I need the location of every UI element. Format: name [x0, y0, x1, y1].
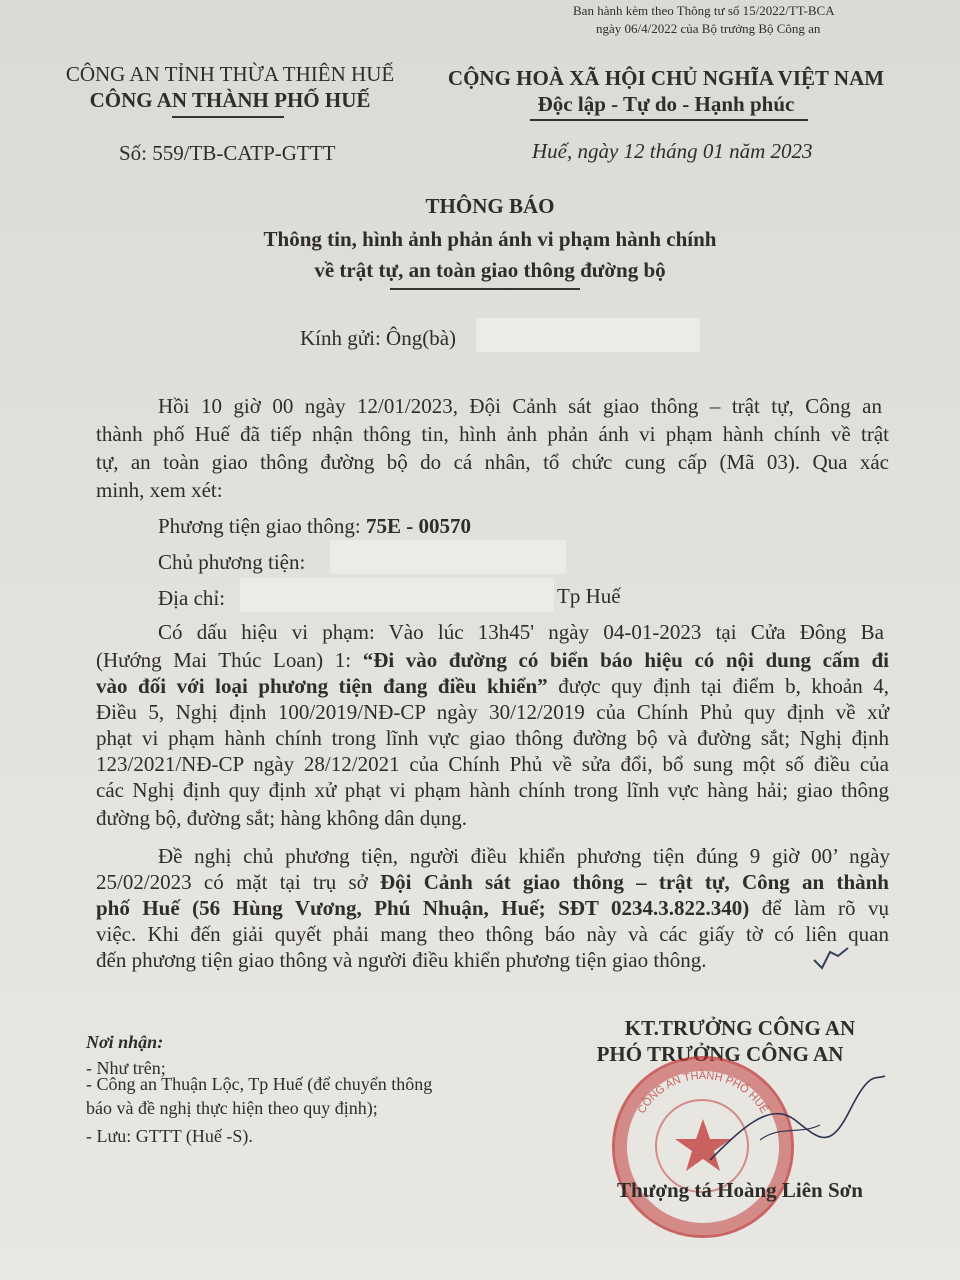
owner-label: Chủ phương tiện: — [158, 550, 306, 574]
recipient-item: báo và đề nghị thực hiện theo quy định); — [86, 1098, 378, 1118]
violation-line1: Có dấu hiệu vi phạm: Vào lúc 13h45' ngày 04-01-2023 tại Cửa Đông Ba — [158, 620, 884, 644]
title-underline — [390, 288, 580, 290]
agency-name: CÔNG AN THÀNH PHỐ HUẾ — [89, 88, 371, 112]
place-date: Huế, ngày 12 tháng 01 năm 2023 — [532, 139, 813, 163]
para1-line4: minh, xem xét: — [96, 478, 223, 502]
violation-line6: 123/2021/NĐ-CP ngày 28/12/2021 của Chính Phủ về sửa đổi, bổ sung một số điều của — [96, 752, 889, 776]
motto-underline — [530, 119, 808, 121]
vehicle-label: Phương tiện giao thông: — [158, 514, 366, 538]
document-number: Số: 559/TB-CATP-GTTT — [119, 141, 336, 165]
request-line3 — [96, 896, 889, 921]
request-line5: đến phương tiện giao thông và người điều khiển phương tiện giao thông. — [96, 948, 707, 972]
signature-title-line2: PHÓ TRƯỞNG CÔNG AN — [596, 1042, 844, 1066]
request-line1: Đề nghị chủ phương tiện, người điều khiển phương tiện đúng 9 giờ 00’ ngày — [158, 844, 890, 868]
recipient-item: - Lưu: GTTT (Huế -S). — [86, 1126, 253, 1146]
request-office-a: Đội Cảnh sát giao thông – trật tự, Công an thành — [380, 870, 889, 894]
check-mark-icon — [812, 946, 852, 972]
stamp-ring-text: CÔNG AN THÀNH PHỐ HUẾ — [635, 1069, 771, 1116]
violation-line5: phạt vi phạm hành chính trong lĩnh vực giao thông đường bộ và đường sắt; Nghị định — [96, 726, 889, 750]
vehicle-plate: 75E - 00570 — [365, 514, 471, 538]
redacted-owner-name — [330, 540, 566, 574]
regulation-note-line1: Ban hành kèm theo Thông tư số 15/2022/TT-BCA — [573, 3, 835, 18]
regulation-note-line2: ngày 06/4/2022 của Bộ trưởng Bộ Công an — [596, 21, 821, 36]
signature-title-line1: KT.TRƯỞNG CÔNG AN — [624, 1016, 856, 1040]
request-purpose: để làm rõ vụ — [749, 896, 889, 920]
violation-line3 — [96, 674, 889, 699]
vehicle-line — [158, 514, 471, 539]
agency-parent: CÔNG AN TỈNH THỪA THIÊN HUẾ — [65, 62, 395, 86]
notice-subtitle-line1: Thông tin, hình ảnh phản ánh vi phạm hành chính — [263, 227, 717, 251]
nation-name: CỘNG HOÀ XÃ HỘI CHỦ NGHĨA VIỆT NAM — [447, 66, 885, 90]
violation-location: (Hướng Mai Thúc Loan) 1: — [96, 648, 363, 672]
recipients-heading: Nơi nhận: — [86, 1032, 164, 1052]
para1-line1: Hồi 10 giờ 00 ngày 12/01/2023, Đội Cảnh sát giao thông – trật tự, Công an — [158, 394, 882, 418]
request-line4: việc. Khi đến giải quyết phải mang theo thông báo này và các giấy tờ có liên quan — [96, 922, 889, 946]
redacted-address — [240, 578, 554, 612]
violation-regulation-ref: được quy định tại điểm b, khoản 4, — [547, 674, 889, 698]
violation-description-a: “Đi vào đường có biển báo hiệu có nội dung cấm đi — [362, 648, 890, 672]
notice-title: THÔNG BÁO — [425, 194, 555, 218]
violation-description-b: vào đối với loại phương tiện đang điều khiển” — [96, 674, 548, 698]
address-city: Tp Huế — [557, 584, 621, 608]
recipient-item: - Như trên; — [86, 1058, 166, 1078]
violation-line2 — [96, 648, 889, 673]
notice-subtitle-line2: về trật tự, an toàn giao thông đường bộ — [314, 258, 666, 282]
nation-motto: Độc lập - Tự do - Hạnh phúc — [537, 92, 795, 116]
violation-line8: đường bộ, đường sắt; hàng không dân dụng. — [96, 806, 468, 830]
recipient-salutation: Kính gửi: Ông(bà) — [300, 326, 457, 350]
request-line2 — [96, 870, 889, 895]
para1-line3: tự, an toàn giao thông đường bộ do cá nhân, tổ chức cung cấp (Mã 03). Qua xác — [96, 450, 889, 474]
signature-scribble — [700, 1070, 890, 1180]
redacted-recipient-name — [476, 318, 700, 352]
recipient-item: - Công an Thuận Lộc, Tp Huế (để chuyển thông — [86, 1074, 433, 1094]
address-label: Địa chỉ: — [158, 586, 226, 610]
request-date: 25/02/2023 có mặt tại trụ sở — [96, 870, 381, 894]
request-office-b: phố Huế (56 Hùng Vương, Phú Nhuận, Huế; SĐT 0234.3.822.340) — [96, 896, 750, 920]
agency-underline — [172, 116, 284, 118]
violation-line4: Điều 5, Nghị định 100/2019/NĐ-CP ngày 30/12/2019 của Chính Phủ quy định về xử — [96, 700, 889, 724]
violation-line7: các Nghị định quy định xử phạt vi phạm hành chính trong lĩnh vực hàng hải; giao thông — [96, 778, 889, 802]
para1-line2: thành phố Huế đã tiếp nhận thông tin, hình ảnh phản ánh vi phạm hành chính về trật — [96, 422, 889, 446]
signer-name: Thượng tá Hoàng Liên Sơn — [617, 1178, 863, 1202]
